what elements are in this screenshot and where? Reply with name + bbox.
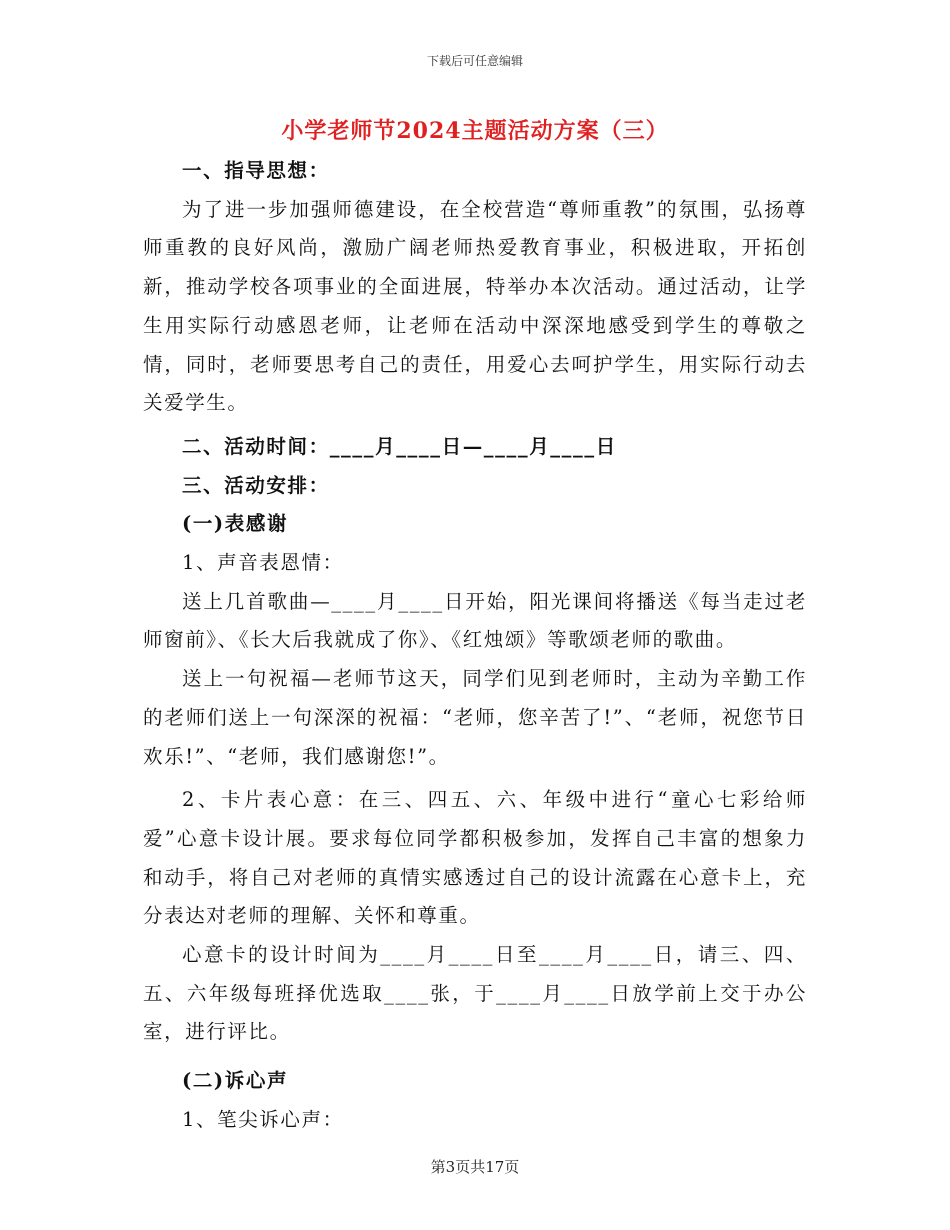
paragraph-card-schedule: 心意卡的设计时间为____月____日至____月____日，请三、四、五、六年级每班择优选取____张，于____月____日放学前上交于办公室，进行评比。	[143, 943, 807, 1044]
paragraph-songs: 送上几首歌曲—____月____日开始，阳光课间将播送《每当走过老师窗前》、《长大后我就成了你》、《红烛颂》等歌颂老师的歌曲。	[143, 589, 807, 652]
subsection-heading-voices: (二)诉心声	[182, 1069, 289, 1093]
page-number-footer: 第3页共17页	[430, 1158, 520, 1176]
section-heading-guiding-thought: 一、指导思想：	[182, 159, 330, 182]
subsection-heading-thanks: (一)表感谢	[182, 512, 289, 536]
item-heading-pen: 1、笔尖诉心声：	[182, 1107, 344, 1131]
header-note: 下载后可任意编辑	[426, 54, 523, 68]
document-title: 小学老师节2024主题活动方案（三）	[281, 118, 669, 144]
section-heading-activity-time: 二、活动时间：____月____日—____月____日	[182, 434, 617, 458]
document-body	[143, 152, 807, 1140]
paragraph-blessing: 送上一句祝福—老师节这天，同学们见到老师时，主动为辛勤工作的老师们送上一句深深的祝福：“老师，您辛苦了!”、“老师，祝您节日欢乐!”、“老师，我们感谢您!”。	[143, 667, 807, 768]
paragraph-guiding-thought: 为了进一步加强师德建设，在全校营造“尊师重教”的氛围，弘扬尊师重教的良好风尚，激励广阔老师热爱教育事业，积极进取，开拓创新，推动学校各项事业的全面进展，特举办本次活动。通过活动，让学生用实际行动感恩老师，让老师在活动中深深地感受到学生的尊敬之情，同时，老师要思考自己的责任，用爱心去呵护学生，用实际行动去关爱学生。	[143, 197, 807, 415]
paragraph-cards: 2、卡片表心意：在三、四五、六、年级中进行“童心七彩给师爱”心意卡设计展。要求每位同学都积极参加，发挥自己丰富的想象力和动手，将自己对老师的真情实感透过自己的设计流露在心意卡上，充分表达对老师的理解、关怀和尊重。	[143, 788, 807, 928]
section-heading-activity-arrangement: 三、活动安排：	[182, 473, 330, 497]
item-heading-voice: 1、声音表恩情：	[182, 551, 344, 575]
